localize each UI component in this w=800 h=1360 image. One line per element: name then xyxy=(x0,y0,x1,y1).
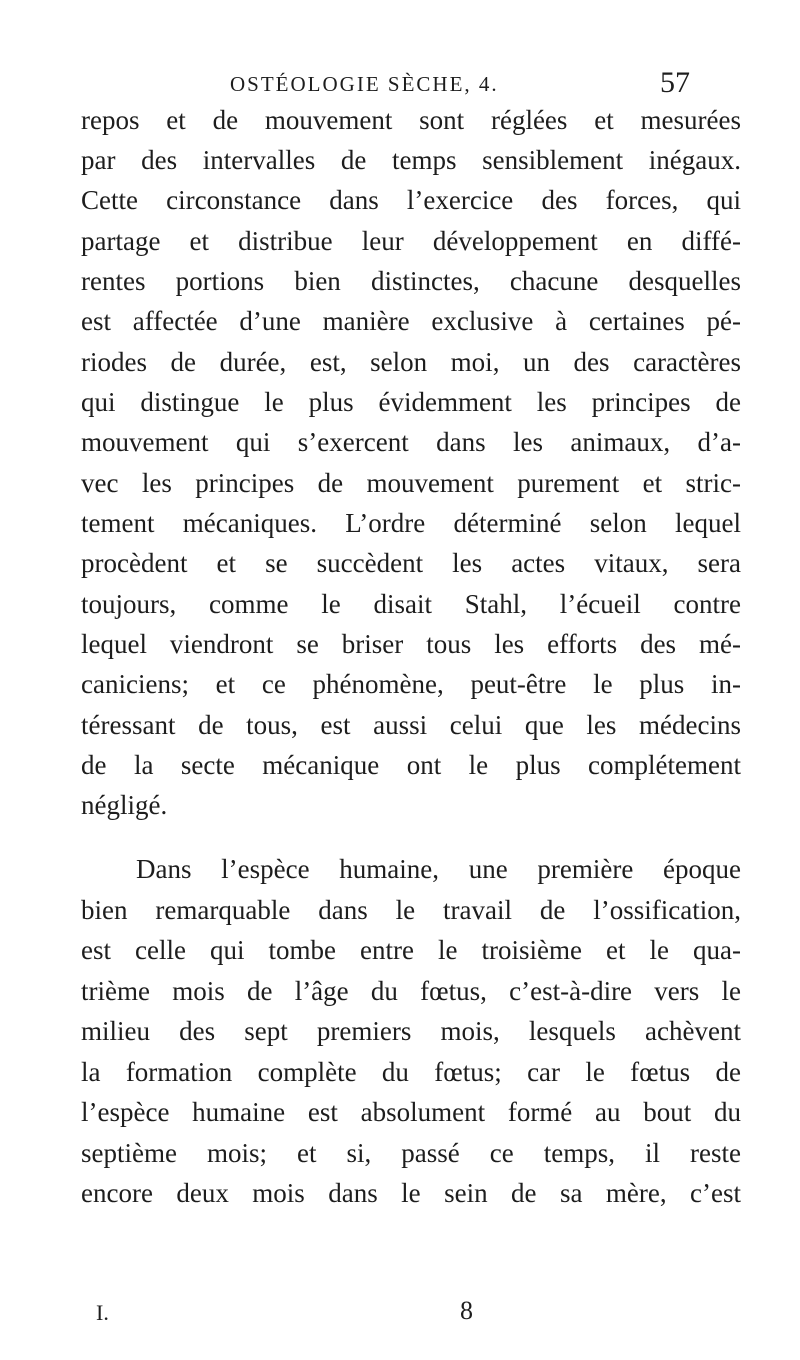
running-head: OSTÉOLOGIE SÈCHE, 4. xyxy=(230,72,499,96)
text-line: trième mois de l’âge du fœtus, c’est-à-dire vers le xyxy=(81,976,741,1006)
signature-mark: I. xyxy=(96,1300,109,1325)
text-line: encore deux mois dans le sein de sa mère, c’est xyxy=(81,1178,741,1208)
text-line: procèdent et se succèdent les actes vitaux, sera xyxy=(81,548,741,578)
text-line: milieu des sept premiers mois, lesquels achèvent xyxy=(81,1016,741,1046)
text-line: mouvement qui s’exercent dans les animaux, d’a- xyxy=(81,427,741,457)
text-line: qui distingue le plus évidemment les principes de xyxy=(81,387,741,417)
text-line: Dans l’espèce humaine, une première époque xyxy=(136,854,741,884)
text-line: repos et de mouvement sont réglées et mesurées xyxy=(81,105,741,135)
text-line: est celle qui tombe entre le troisième et le qua- xyxy=(81,935,741,965)
text-line: de la secte mécanique ont le plus complétement xyxy=(81,750,741,780)
text-line: vec les principes de mouvement purement et stric- xyxy=(81,468,741,498)
text-line: rentes portions bien distinctes, chacune desquelles xyxy=(81,266,741,296)
text-line: lequel viendront se briser tous les efforts des mé- xyxy=(81,629,741,659)
text-line: téressant de tous, est aussi celui que les médecins xyxy=(81,710,741,740)
text-line: partage et distribue leur développement en diffé- xyxy=(81,226,741,256)
text-line: la formation complète du fœtus; car le fœtus de xyxy=(81,1057,741,1087)
text-line: est affectée d’une manière exclusive à certaines pé- xyxy=(81,306,741,336)
text-line: négligé. xyxy=(81,790,168,820)
text-line: par des intervalles de temps sensiblement inégaux. xyxy=(81,145,741,175)
text-line: bien remarquable dans le travail de l’ossification, xyxy=(81,895,741,925)
text-line: tement mécaniques. L’ordre déterminé selon lequel xyxy=(81,508,741,538)
text-line: caniciens; et ce phénomène, peut-être le plus in- xyxy=(81,669,741,699)
sheet-number: 8 xyxy=(460,1296,473,1325)
text-line: riodes de durée, est, selon moi, un des caractères xyxy=(81,347,741,377)
page-number: 57 xyxy=(660,66,690,99)
text-line: toujours, comme le disait Stahl, l’écueil contre xyxy=(81,589,741,619)
text-line: l’espèce humaine est absolument formé au bout du xyxy=(81,1097,741,1127)
text-line: Cette circonstance dans l’exercice des forces, qui xyxy=(81,185,741,215)
text-line: septième mois; et si, passé ce temps, il reste xyxy=(81,1138,741,1168)
